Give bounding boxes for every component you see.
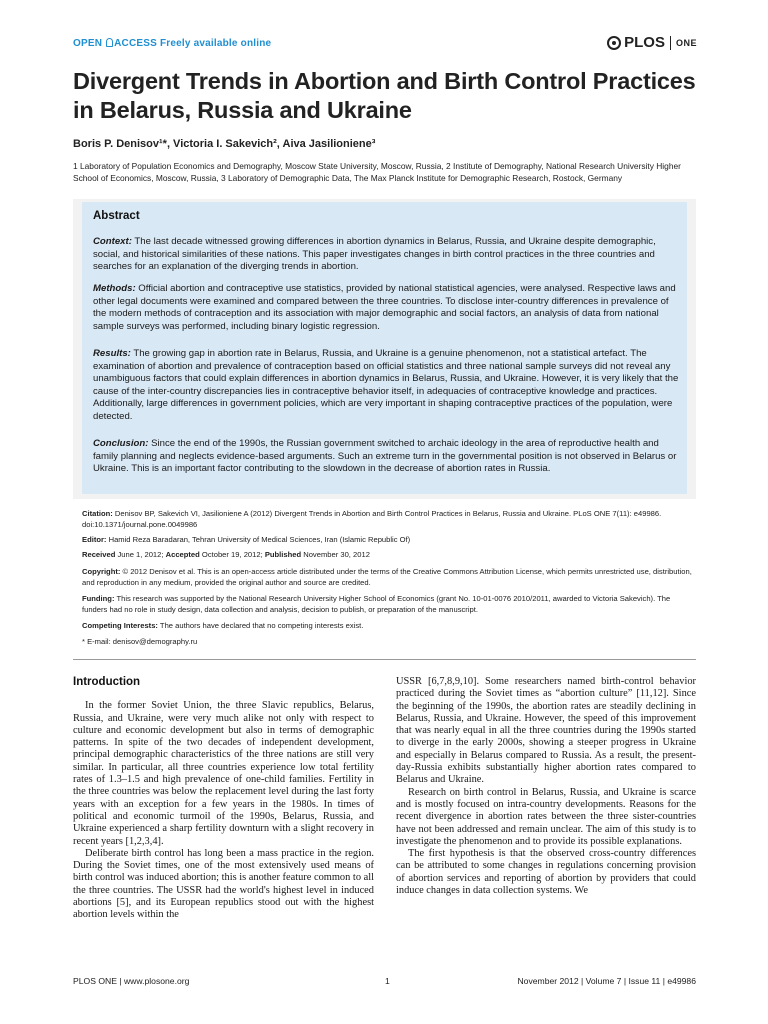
affiliations: 1 Laboratory of Population Economics and Demography, Moscow State University, Moscow, Russia, 2 Institute of Demography, National Research University Higher School of Economics, Moscow, Russia, 3 Laboratory of Demographic Data, The Max Planck Institute for Demographic Research, Rostock, Germany: [73, 161, 681, 183]
body-left-column: [73, 676, 374, 922]
body-right-column: [396, 676, 696, 897]
editor: Editor: Hamid Reza Baradaran, Tehran University of Medical Sciences, Iran (Islamic Republic Of): [82, 535, 411, 544]
paragraph: Research on birth control in Belarus, Russia, and Ukraine is scarce and is mostly focused on intra-country developments. Reasons for the recent divergence in abortion rates between the three sister-countries have not been addressed and remain unclear. The aim of this study is to investigate the phenomenon and to provide its possible explanations.: [396, 786, 696, 847]
open-lock-icon: [106, 38, 113, 47]
abstract-box: [73, 199, 696, 499]
abstract-results: Results: The growing gap in abortion rate in Belarus, Russia, and Ukraine is a genuine phenomenon, not a statistical artefact. The examination of abortion and prevalence of contraception based on official statistics and three national sample surveys did not reveal any unambiguous factors that could explain differences in abortion dynamics in Belarus, Russia, and Ukraine. However, it is very likely that the cause of the inter-country discrepancies lies in contraceptive behavior itself, in adequacies of contraceptive knowledge and practices. Additionally, large differences in government policies, which are very important in shaping contraceptive practices of the population, were detected.: [93, 348, 679, 422]
abstract-conclusion: Conclusion: Since the end of the 1990s, the Russian government switched to archaic ideology in the area of reproductive health and family planning and neglects evidence-based arguments. Such an extreme turn in the governmental position is not observed in Belarus or Ukraine. This is an important factor contributing to the slowdown in the decrease of abortion rates in Russia.: [93, 438, 677, 474]
plos-one-logo: PLOS ONE: [607, 34, 697, 51]
introduction-heading: Introduction: [73, 676, 141, 688]
paragraph: The first hypothesis is that the observed cross-country differences can be attributed to some changes in regulations concerning provision of abortion services and reporting of abortion by providers that could induce changes in data collection systems. We: [396, 848, 696, 897]
abstract-heading: Abstract: [93, 210, 140, 222]
open-access-banner: OPEN ACCESS Freely available online: [73, 38, 272, 49]
competing-interests: Competing Interests: The authors have declared that no competing interests exist.: [82, 621, 364, 630]
funding: Funding: This research was supported by the National Research University Higher School of Economics (grant No. 10-01-0076 2010/2011, awarded to Victoria Sakevich). The funders had no role in study design, data collection and analysis, decision to publish, or preparation of the manuscript.: [82, 594, 671, 614]
author-list: Boris P. Denisov¹*, Victoria I. Sakevich², Aiva Jasilioniene³: [73, 138, 376, 150]
footer-journal: PLOS ONE | www.plosone.org: [73, 976, 190, 986]
citation: Citation: Denisov BP, Sakevich VI, Jasilioniene A (2012) Divergent Trends in Abortion and Birth Control Practices in Belarus, Russia and Ukraine. PLoS ONE 7(11): e49986. doi:10.1371/journal.pone.0049986: [82, 509, 662, 529]
abstract-context: Context: The last decade witnessed growing differences in abortion dynamics in Belarus, Russia, and Ukraine despite demographic, social, and historical similarities of these nations. This paper investigates changes in birth control practices in the three countries and searches for an explanation of the diverging trends in abortion.: [93, 236, 656, 272]
footer-issue: November 2012 | Volume 7 | Issue 11 | e49986: [517, 976, 696, 986]
article-title: Divergent Trends in Abortion and Birth Control Practices in Belarus, Russia and Ukraine: [73, 68, 696, 123]
page-number: 1: [385, 976, 390, 986]
paragraph: In the former Soviet Union, the three Slavic republics, Belarus, Russia, and Ukraine, were very much alike not only with respect to culture and economic development but also in terms of demographic patterns. In spite of the two decades of independent development, principal demographic characteristics of the three nations are still very similar. In particular, all three countries experience low total fertility rates of 1.3–1.5 and high prevalence of one-child families. Fertility in the three countries was below the replacement level during the last forty years with an exception for a few years in the 1980s. In times of political and economic turmoil of the 1990s, Belarus, Russia, and Ukraine experienced a sharp fertility downturn with a slight recovery in recent years [1,2,3,4].: [73, 700, 374, 847]
journal-header: [73, 34, 697, 54]
plos-logo-icon: [607, 36, 621, 50]
paragraph: USSR [6,7,8,9,10]. Some researchers named birth-control behavior practiced during the Soviet times as “abortion culture” [11,12]. Since the beginning of the 1990s, the abortion rates are steadily declining in Belarus, Russia, and Ukraine. However, the speed of this improvement that was nearly equal in all the three countries during the 1990s started to diverge in the early 2000s, showing a steeper progress in Ukraine and especially in Belarus compared to Russia. As a result, the present-day-Russia exhibits substantially higher abortion rates compared to Belarus and Ukraine.: [396, 676, 696, 786]
paragraph: Deliberate birth control has long been a mass practice in the region. During the Soviet times, one of the most extensively used means of birth control was induced abortion; this is another feature common to all the three countries. The USSR had the world's highest level in induced abortions [5], and its European republics stood out with the highest abortion levels within the: [73, 847, 374, 921]
dates: Received June 1, 2012; Accepted October 19, 2012; Published November 30, 2012: [82, 550, 370, 559]
corresponding-email: * E-mail: denisov@demography.ru: [82, 637, 198, 646]
abstract-methods: Methods: Official abortion and contraceptive use statistics, provided by national statistical agencies, were analysed. Respective laws and other legal documents were examined and compared between the three countries. To disclose inter-country differences in prevalence of the modern methods of contraception and its association with major demographic and social factors, an analysis of data from national sample surveys was performed, including binary logistic regression.: [93, 283, 676, 332]
section-divider: [73, 659, 696, 660]
copyright: Copyright: © 2012 Denisov et al. This is an open-access article distributed under the terms of the Creative Commons Attribution License, which permits unrestricted use, distribution, and reproduction in any medium, provided the original author and source are credited.: [82, 567, 692, 587]
